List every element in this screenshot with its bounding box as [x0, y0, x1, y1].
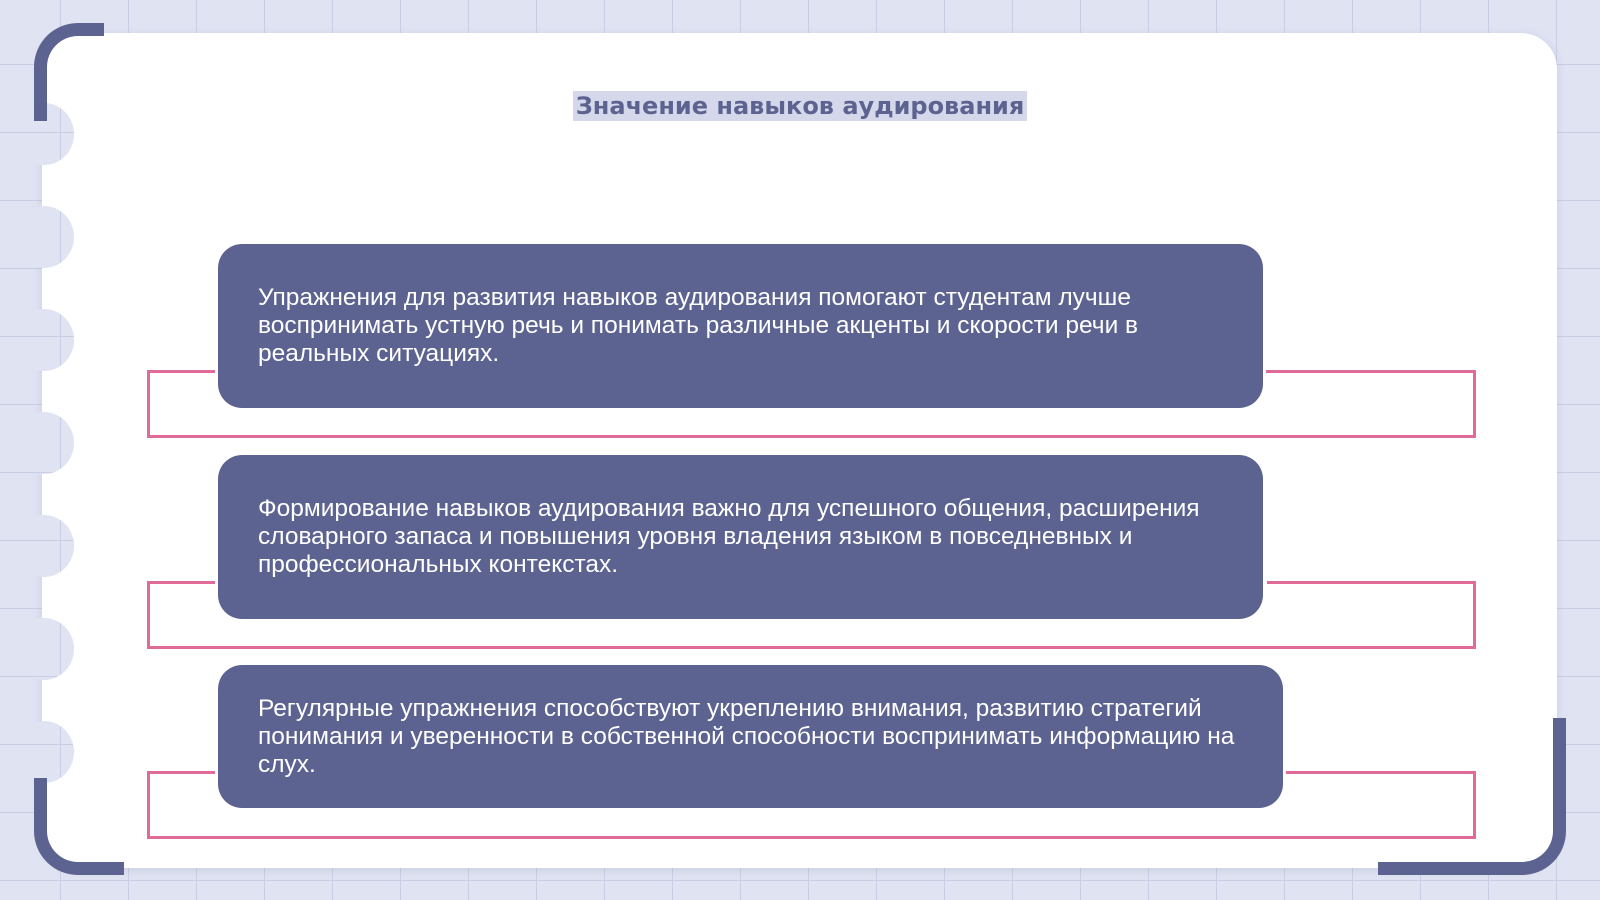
- binder-hole: [14, 515, 74, 577]
- info-card: [218, 455, 1263, 619]
- slide-title: Значение навыков аудирования: [0, 92, 1600, 120]
- info-card: [218, 244, 1263, 408]
- info-card-text: Регулярные упражнения способствуют укреплению внимания, развитию стратегий понимания и уверенности в собственной способности воспринимать информацию на слух.: [258, 694, 1235, 778]
- binder-hole: [14, 206, 74, 268]
- info-card: [218, 665, 1283, 808]
- binder-hole: [14, 309, 74, 371]
- binder-hole: [14, 618, 74, 680]
- binder-hole: [14, 412, 74, 474]
- corner-decoration-bottom-left: [34, 778, 124, 875]
- info-card-text: Формирование навыков аудирования важно для успешного общения, расширения словарного запаса и повышения уровня владения языком в повседневных и профессиональных контекстах.: [258, 495, 1200, 578]
- binder-hole: [14, 721, 74, 783]
- info-card-text: Упражнения для развития навыков аудирования помогают студентам лучше воспринимать устную речь и понимать различные акценты и скорости речи в реальных ситуациях.: [258, 284, 1139, 367]
